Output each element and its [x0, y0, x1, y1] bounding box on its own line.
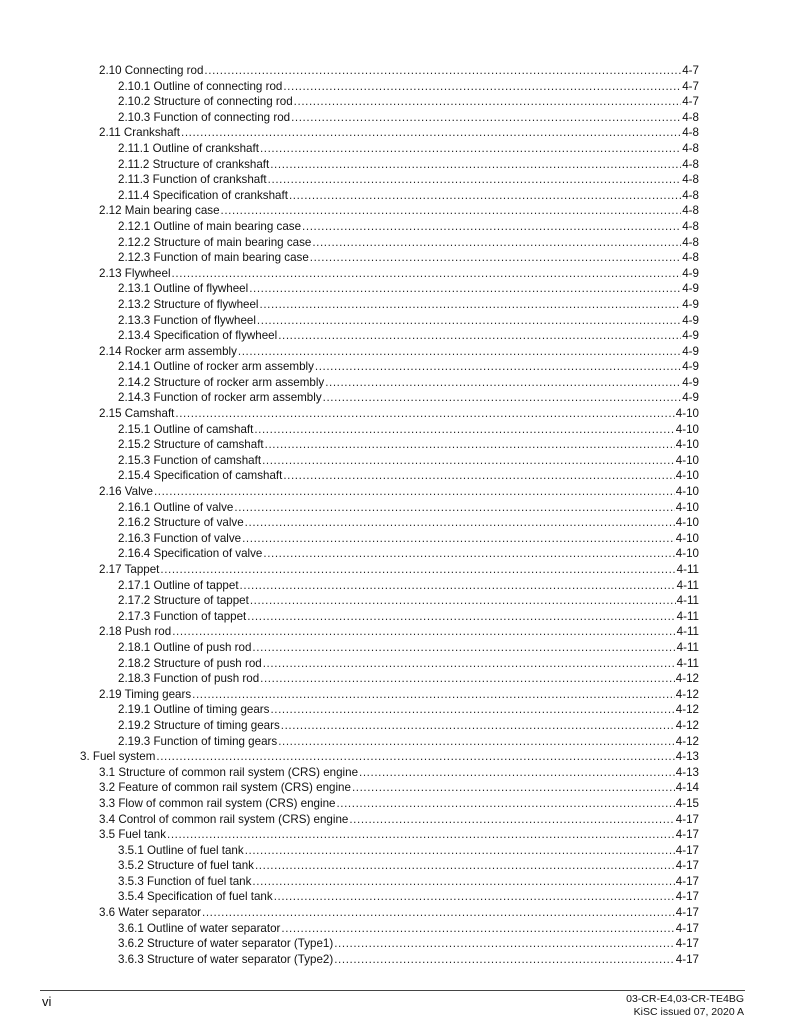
toc-entry[interactable]: [0, 905, 794, 921]
toc-entry-page: 4-8: [682, 173, 699, 187]
toc-dot-leader: [245, 515, 675, 531]
toc-dot-leader: [289, 188, 681, 204]
toc-entry-title: 2.17 Tappet: [99, 563, 160, 576]
toc-entry-page: 4-17: [675, 937, 699, 951]
toc-entry[interactable]: [0, 484, 794, 500]
toc-entry[interactable]: [0, 656, 794, 672]
toc-dot-leader: [156, 749, 674, 765]
toc-entry-page: 4-8: [682, 110, 699, 124]
toc-dot-leader: [334, 952, 675, 968]
toc-entry[interactable]: [0, 125, 794, 141]
toc-entry[interactable]: [0, 515, 794, 531]
toc-entry-page: 4-10: [675, 531, 699, 545]
table-of-contents: [0, 63, 794, 967]
toc-entry-page: 4-9: [682, 375, 699, 389]
toc-entry-title: 2.12.3 Function of main bearing case: [118, 251, 309, 265]
toc-entry-title: 2.10.3 Function of connecting rod: [118, 110, 291, 124]
toc-entry[interactable]: [0, 500, 794, 516]
toc-entry-title: 2.15.2 Structure of camshaft: [118, 438, 264, 452]
toc-dot-leader: [283, 468, 674, 484]
toc-entry-page: 4-17: [675, 874, 699, 888]
toc-dot-leader: [281, 921, 674, 937]
toc-entry-page: 4-17: [675, 812, 699, 826]
toc-dot-leader: [294, 94, 682, 110]
toc-entry-page: 4-8: [682, 219, 699, 233]
toc-entry-page: 4-10: [675, 422, 699, 436]
toc-dot-leader: [154, 484, 675, 500]
toc-entry-page: 4-12: [675, 672, 699, 686]
toc-entry-title: 2.14.2 Structure of rocker arm assembly: [118, 375, 325, 389]
toc-entry-title: 3.5 Fuel tank: [99, 828, 167, 842]
toc-entry-title: 3. Fuel system: [80, 750, 156, 764]
toc-entry-title: 2.16.4 Specification of valve: [118, 547, 263, 561]
toc-entry[interactable]: [0, 313, 794, 329]
toc-dot-leader: [315, 359, 681, 375]
toc-entry-title: 2.16.1 Outline of valve: [118, 500, 234, 514]
toc-entry[interactable]: [0, 796, 794, 812]
toc-entry-title: 2.16 Valve: [99, 485, 153, 499]
toc-entry[interactable]: [0, 157, 794, 173]
toc-entry[interactable]: [0, 110, 794, 126]
toc-entry-title: 2.14.3 Function of rocker arm assembly: [118, 391, 322, 405]
toc-entry-title: 2.16.3 Function of valve: [118, 531, 242, 545]
toc-entry-title: 2.14.1 Outline of rocker arm assembly: [118, 360, 314, 374]
toc-entry-title: 2.17.3 Function of tappet: [118, 609, 247, 623]
toc-entry[interactable]: [0, 874, 794, 890]
toc-entry-page: 4-7: [682, 79, 699, 93]
toc-dot-leader: [249, 281, 681, 297]
toc-entry-title: 3.2 Feature of common rail system (CRS) engine: [99, 781, 351, 795]
toc-entry[interactable]: [0, 593, 794, 609]
toc-dot-leader: [238, 344, 681, 360]
toc-entry-page: 4-9: [682, 391, 699, 405]
toc-entry-page: 4-9: [682, 360, 699, 374]
toc-entry-page: 4-12: [675, 687, 699, 701]
toc-entry-title: 2.18.2 Structure of push rod: [118, 656, 262, 670]
toc-dot-leader: [352, 780, 675, 796]
toc-entry-page: 4-8: [682, 235, 699, 249]
toc-entry-title: 2.13.3 Function of flywheel: [118, 313, 256, 327]
toc-entry[interactable]: [0, 250, 794, 266]
toc-dot-leader: [192, 687, 675, 703]
toc-entry-page: 4-8: [682, 157, 699, 171]
toc-entry[interactable]: [0, 141, 794, 157]
toc-entry-page: 4-11: [676, 594, 699, 608]
toc-entry-title: 2.15.3 Function of camshaft: [118, 453, 262, 467]
toc-entry-title: 2.11.4 Specification of crankshaft: [118, 188, 288, 202]
toc-entry-title: 3.6.2 Structure of water separator (Type1): [118, 937, 334, 951]
toc-entry-title: 2.17.2 Structure of tappet: [118, 594, 249, 608]
toc-entry-title: 2.13.4 Specification of flywheel: [118, 329, 278, 343]
toc-dot-leader: [274, 889, 675, 905]
toc-dot-leader: [255, 858, 675, 874]
toc-entry-title: 3.1 Structure of common rail system (CRS) engine: [99, 765, 359, 779]
toc-dot-leader: [270, 702, 674, 718]
toc-entry-title: 3.4 Control of common rail system (CRS) engine: [99, 812, 349, 826]
footer-page-number: vi: [42, 994, 52, 1009]
toc-dot-leader: [262, 453, 675, 469]
toc-entry[interactable]: [0, 188, 794, 204]
toc-entry[interactable]: [0, 718, 794, 734]
toc-dot-leader: [260, 297, 682, 313]
toc-entry-title: 2.18.1 Outline of push rod: [118, 640, 252, 654]
toc-entry[interactable]: [0, 281, 794, 297]
toc-entry-page: 4-15: [675, 796, 699, 810]
toc-entry[interactable]: [0, 63, 794, 79]
toc-entry-page: 4-13: [675, 765, 699, 779]
footer-divider: [40, 990, 745, 991]
toc-entry[interactable]: [0, 936, 794, 952]
toc-entry[interactable]: [0, 390, 794, 406]
toc-entry-page: 4-11: [676, 609, 699, 623]
toc-entry-title: 3.5.2 Structure of fuel tank: [118, 859, 254, 873]
toc-entry-title: 3.5.3 Function of fuel tank: [118, 874, 252, 888]
toc-entry-title: 2.13.1 Outline of flywheel: [118, 282, 249, 296]
toc-dot-leader: [247, 609, 675, 625]
footer-issue: KiSC issued 07, 2020 A: [633, 1006, 744, 1018]
toc-entry-title: 2.14 Rocker arm assembly: [99, 344, 237, 358]
toc-dot-leader: [202, 905, 675, 921]
toc-entry-title: 3.5.1 Outline of fuel tank: [118, 843, 244, 857]
toc-entry[interactable]: [0, 858, 794, 874]
toc-entry[interactable]: [0, 702, 794, 718]
toc-entry-title: 2.12.1 Outline of main bearing case: [118, 219, 302, 233]
toc-entry-page: 4-17: [675, 828, 699, 842]
toc-entry-page: 4-11: [676, 563, 699, 576]
toc-dot-leader: [349, 812, 674, 828]
toc-entry-title: 2.11.2 Structure of crankshaft: [118, 157, 270, 171]
toc-entry-page: 4-17: [675, 843, 699, 857]
toc-entry-title: 2.10 Connecting rod: [99, 64, 204, 77]
toc-dot-leader: [359, 765, 675, 781]
toc-entry-title: 2.19.3 Function of timing gears: [118, 734, 278, 748]
toc-dot-leader: [270, 157, 681, 173]
toc-entry-page: 4-10: [675, 453, 699, 467]
toc-entry-page: 4-11: [676, 640, 699, 654]
toc-entry-title: 3.6.1 Outline of water separator: [118, 921, 281, 935]
toc-dot-leader: [172, 624, 675, 640]
toc-entry-page: 4-11: [676, 625, 699, 639]
toc-entry-title: 2.19.1 Outline of timing gears: [118, 703, 270, 717]
toc-dot-leader: [336, 796, 674, 812]
toc-entry-title: 2.12 Main bearing case: [99, 204, 220, 218]
toc-entry[interactable]: [0, 328, 794, 344]
toc-entry-page: 4-8: [682, 188, 699, 202]
toc-entry-page: 4-17: [675, 859, 699, 873]
toc-entry-title: 2.18 Push rod: [99, 625, 172, 639]
toc-dot-leader: [221, 203, 682, 219]
toc-entry-page: 4-9: [682, 266, 699, 280]
toc-entry[interactable]: [0, 453, 794, 469]
toc-entry[interactable]: [0, 687, 794, 703]
toc-entry[interactable]: [0, 359, 794, 375]
toc-entry-title: 2.13.2 Structure of flywheel: [118, 297, 259, 311]
toc-entry-title: 2.13 Flywheel: [99, 266, 171, 280]
toc-dot-leader: [268, 172, 682, 188]
toc-entry-page: 4-10: [675, 516, 699, 530]
toc-entry-page: 4-14: [675, 781, 699, 795]
toc-entry-title: 2.18.3 Function of push rod: [118, 672, 260, 686]
toc-entry-page: 4-9: [682, 344, 699, 358]
toc-entry[interactable]: [0, 562, 794, 578]
toc-entry-page: 4-10: [675, 469, 699, 483]
toc-dot-leader: [240, 578, 676, 594]
toc-entry-title: 3.5.4 Specification of fuel tank: [118, 890, 273, 904]
toc-entry[interactable]: [0, 468, 794, 484]
toc-dot-leader: [167, 827, 675, 843]
toc-entry-title: 2.19.2 Structure of timing gears: [118, 718, 280, 732]
toc-entry-page: 4-13: [675, 750, 699, 764]
toc-dot-leader: [323, 390, 682, 406]
toc-entry-title: 3.3 Flow of common rail system (CRS) engine: [99, 796, 336, 810]
toc-entry-page: 4-8: [682, 204, 699, 218]
toc-entry-title: 2.19 Timing gears: [99, 687, 192, 701]
toc-dot-leader: [160, 562, 675, 578]
toc-dot-leader: [260, 671, 675, 687]
toc-dot-leader: [250, 593, 676, 609]
toc-dot-leader: [283, 79, 681, 95]
toc-entry[interactable]: [0, 609, 794, 625]
toc-entry-page: 4-11: [676, 578, 699, 592]
toc-entry-page: 4-17: [675, 952, 699, 966]
toc-entry[interactable]: [0, 765, 794, 781]
toc-entry[interactable]: [0, 344, 794, 360]
toc-entry-title: 2.11.3 Function of crankshaft: [118, 173, 267, 187]
toc-entry-page: 4-10: [675, 407, 699, 421]
toc-entry[interactable]: [0, 827, 794, 843]
toc-entry-title: 3.6 Water separator: [99, 906, 202, 920]
toc-entry[interactable]: [0, 235, 794, 251]
toc-entry-page: 4-10: [675, 547, 699, 561]
toc-entry[interactable]: [0, 375, 794, 391]
toc-entry[interactable]: [0, 437, 794, 453]
toc-entry-title: 2.15 Camshaft: [99, 407, 175, 421]
toc-entry[interactable]: [0, 546, 794, 562]
toc-entry[interactable]: [0, 780, 794, 796]
toc-entry[interactable]: [0, 531, 794, 547]
toc-entry[interactable]: [0, 671, 794, 687]
toc-entry[interactable]: [0, 921, 794, 937]
footer-document-info: [626, 993, 744, 1019]
toc-entry-page: 4-12: [675, 718, 699, 732]
toc-entry-page: 4-10: [675, 438, 699, 452]
toc-entry-title: 2.10.1 Outline of connecting rod: [118, 79, 283, 93]
footer-doc-code: 03-CR-E4,03-CR-TE4BG: [626, 993, 744, 1005]
toc-dot-leader: [172, 266, 682, 282]
toc-dot-leader: [312, 235, 681, 251]
toc-entry-page: 4-7: [682, 95, 699, 109]
toc-entry[interactable]: [0, 578, 794, 594]
toc-entry-title: 2.17.1 Outline of tappet: [118, 578, 239, 592]
toc-entry-title: 2.15.1 Outline of camshaft: [118, 422, 254, 436]
toc-dot-leader: [254, 422, 674, 438]
toc-entry-title: 2.10.2 Structure of connecting rod: [118, 95, 293, 109]
toc-entry-title: 2.12.2 Structure of main bearing case: [118, 235, 312, 249]
toc-entry-page: 4-9: [682, 297, 699, 311]
toc-entry-title: 3.6.3 Structure of water separator (Type2): [118, 952, 334, 966]
toc-entry-page: 4-8: [682, 126, 699, 140]
toc-entry[interactable]: [0, 640, 794, 656]
toc-entry-page: 4-17: [675, 906, 699, 920]
toc-dot-leader: [278, 328, 681, 344]
toc-entry-page: 4-9: [682, 313, 699, 327]
toc-dot-leader: [175, 406, 674, 422]
toc-entry[interactable]: [0, 952, 794, 968]
toc-entry-page: 4-10: [675, 485, 699, 499]
toc-entry-page: 4-17: [675, 921, 699, 935]
toc-entry-title: 2.16.2 Structure of valve: [118, 516, 244, 530]
toc-entry[interactable]: [0, 94, 794, 110]
toc-entry-page: 4-8: [682, 141, 699, 155]
toc-dot-leader: [278, 734, 675, 750]
toc-entry[interactable]: [0, 203, 794, 219]
toc-entry-page: 4-9: [682, 329, 699, 343]
toc-entry-page: 4-17: [675, 890, 699, 904]
toc-entry-page: 4-8: [682, 251, 699, 265]
toc-entry-page: 4-12: [675, 734, 699, 748]
toc-entry-page: 4-10: [675, 500, 699, 514]
toc-entry[interactable]: [0, 749, 794, 765]
toc-dot-leader: [263, 656, 676, 672]
toc-entry-title: 2.11 Crankshaft: [99, 126, 180, 140]
toc-entry-title: 2.11.1 Outline of crankshaft: [118, 141, 259, 155]
toc-entry[interactable]: [0, 422, 794, 438]
toc-dot-leader: [242, 531, 675, 547]
toc-dot-leader: [281, 718, 675, 734]
toc-dot-leader: [302, 219, 681, 235]
toc-dot-leader: [265, 437, 675, 453]
toc-dot-leader: [334, 936, 675, 952]
toc-dot-leader: [234, 500, 674, 516]
toc-entry[interactable]: [0, 79, 794, 95]
toc-dot-leader: [204, 63, 681, 79]
toc-dot-leader: [263, 546, 674, 562]
toc-dot-leader: [245, 843, 675, 859]
toc-dot-leader: [325, 375, 681, 391]
toc-dot-leader: [252, 640, 675, 656]
toc-dot-leader: [252, 874, 674, 890]
toc-entry-page: 4-7: [682, 64, 699, 77]
toc-entry-title: 2.15.4 Specification of camshaft: [118, 469, 283, 483]
toc-entry-page: 4-12: [675, 703, 699, 717]
toc-dot-leader: [260, 141, 681, 157]
toc-entry[interactable]: [0, 219, 794, 235]
toc-entry[interactable]: [0, 624, 794, 640]
toc-entry-page: 4-9: [682, 282, 699, 296]
toc-dot-leader: [257, 313, 681, 329]
toc-entry[interactable]: [0, 889, 794, 905]
toc-dot-leader: [181, 125, 681, 141]
toc-entry[interactable]: [0, 734, 794, 750]
toc-entry[interactable]: [0, 843, 794, 859]
toc-dot-leader: [310, 250, 681, 266]
toc-entry[interactable]: [0, 406, 794, 422]
toc-entry[interactable]: [0, 812, 794, 828]
toc-entry-page: 4-11: [676, 656, 699, 670]
toc-entry[interactable]: [0, 266, 794, 282]
toc-dot-leader: [291, 110, 681, 126]
toc-entry[interactable]: [0, 172, 794, 188]
toc-entry[interactable]: [0, 297, 794, 313]
